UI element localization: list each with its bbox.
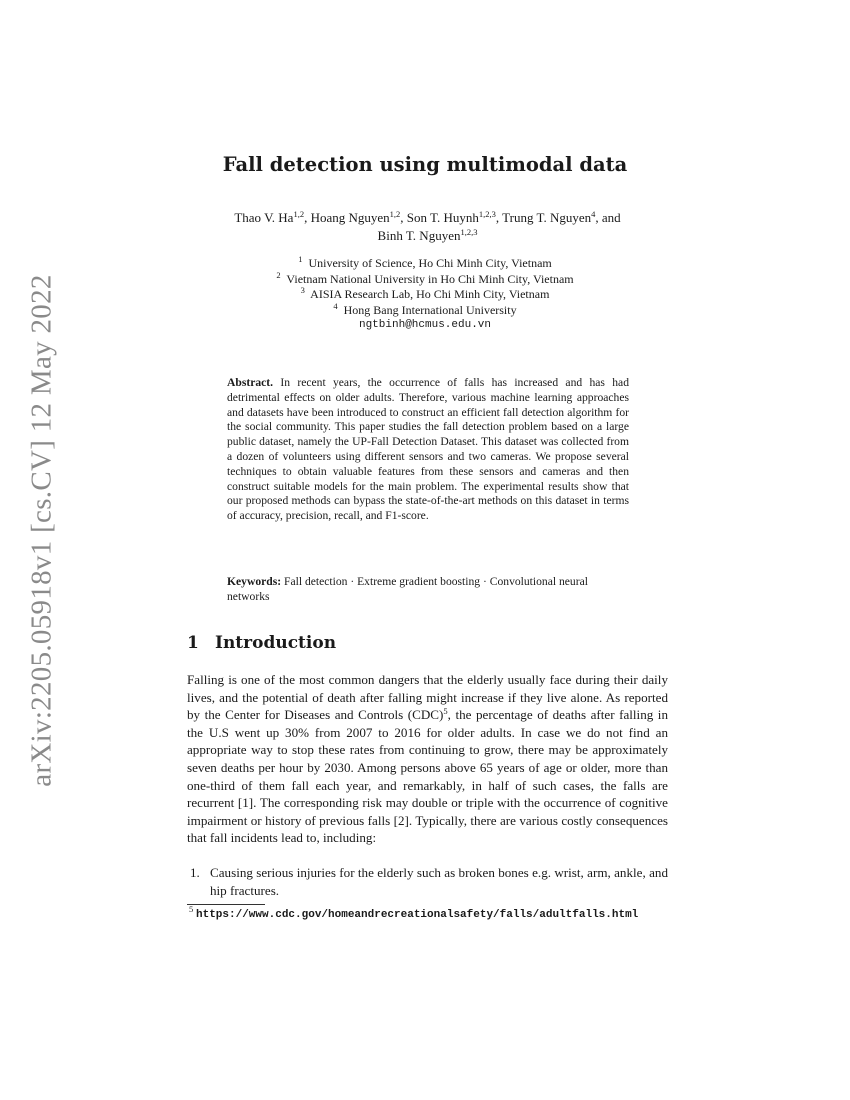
footnote	[189, 904, 639, 921]
author-name: Son T. Huynh	[406, 210, 479, 225]
section-number: 1	[187, 633, 199, 653]
abstract-text: In recent years, the occurrence of falls has increased and has had detrimental effects on older adults. Therefore, various machine learning approaches and datasets have been introduced to construct an efficient fall detection algorithm for the social community. This paper studies the fall detection problem based on a large public dataset, namely the UP-Fall Detection Dataset. This dataset was collected from a dozen of volunteers using different sensors and two cameras. We propose several techniques to obtain valuable features from these sensors and cameras and then construct suitable models for the main problem. The experimental results show that our proposed methods can bypass the state-of-the-art methods on this dataset in terms of accuracy, precision, recall, and F1-score.	[227, 376, 630, 523]
affiliation-text: University of Science, Ho Chi Minh City, Vietnam	[308, 256, 552, 270]
footnote-divider	[187, 904, 265, 905]
arxiv-identifier: arXiv:2205.05918v1 [cs.CV] 12 May 2022	[25, 273, 58, 787]
affiliation-line	[0, 256, 850, 272]
affiliation-line	[0, 300, 850, 319]
keywords-label: Keywords:	[227, 575, 282, 588]
list-item-text: Causing serious injuries for the elderly such as broken bones e.g. wrist, arm, ankle, and hip fractures.	[210, 865, 668, 898]
list-item	[190, 864, 668, 899]
author-separator: ,	[400, 210, 407, 225]
affiliation-line	[0, 287, 850, 303]
author-affil-mark: 1,2,3	[460, 227, 478, 237]
keywords	[227, 575, 629, 605]
affiliation-text: AISIA Research Lab, Ho Chi Minh City, Vietnam	[310, 287, 550, 302]
author-affil-mark: 1,2	[389, 209, 401, 219]
affiliation-mark: 2	[276, 269, 281, 280]
author-separator: ,	[495, 210, 503, 225]
list-marker: 1.	[190, 865, 200, 880]
footnote-link[interactable]: https://www.cdc.gov/homeandrecreationalsafety/falls/adultfalls.html	[196, 909, 639, 921]
paper-title: Fall detection using multimodal data	[222, 153, 628, 176]
intro-paragraph	[187, 671, 668, 847]
arxiv-sidebar	[22, 273, 62, 787]
author-affil-mark: 4	[591, 209, 596, 219]
abstract-label: Abstract.	[227, 376, 274, 389]
abstract	[227, 376, 629, 524]
affiliation-line	[0, 269, 850, 288]
section-title: Introduction	[215, 633, 337, 653]
affiliation-text: Hong Bang International University	[343, 302, 517, 317]
footnote-number: 5	[189, 904, 194, 914]
affiliation-block	[0, 256, 850, 334]
author-separator: ,	[304, 210, 311, 225]
affiliation-mark: 3	[300, 285, 305, 296]
intro-text-part: , the percentage of deaths after falling in the U.S went up 30% from 2007 to 2016 for older adults. In case we do not find an appropriate way to stop these rates from continuing to grow, there may be approximately seven deaths per hour by 2030. Among persons above 65 years of age or older, more than one-third of them fall each year, and remarkably, in half of such cases, the falls are recurrent [1]. The corresponding risk may double or triple with the occurrence of cognitive impairment or history of previous falls [2]. Typically, there are various costly consequences that fall incidents lead to, including:	[187, 707, 668, 846]
author-name: Thao V. Ha	[234, 210, 294, 225]
affiliation-text: Vietnam National University in Ho Chi Minh City, Vietnam	[286, 271, 574, 286]
author-name: Binh T. Nguyen	[377, 228, 461, 243]
intro-text-part: Falling is one of the most common dangers that the elderly usually face during their daily lives, and the potential of death after falling might increase if they live alone. As reported by the Center for Diseases and Controls (CDC)	[187, 672, 668, 723]
author-name: Hoang Nguyen	[310, 210, 390, 225]
author-affil-mark: 1,2	[293, 209, 305, 219]
author-separator: , and	[595, 210, 621, 225]
affiliation-mark: 1	[298, 254, 303, 264]
contact-email[interactable]: ngtbinh@hcmus.edu.vn	[358, 319, 492, 332]
author-affil-mark: 1,2,3	[478, 209, 496, 219]
author-name: Trung T. Nguyen	[502, 210, 592, 225]
author-list	[180, 209, 675, 245]
footnote-mark[interactable]: 5	[443, 706, 448, 717]
keywords-text: Fall detection · Extreme gradient boosting · Convolutional neural networks	[227, 575, 588, 603]
section-heading	[187, 633, 336, 653]
intro-text	[187, 671, 668, 847]
affiliation-mark: 4	[333, 300, 338, 311]
